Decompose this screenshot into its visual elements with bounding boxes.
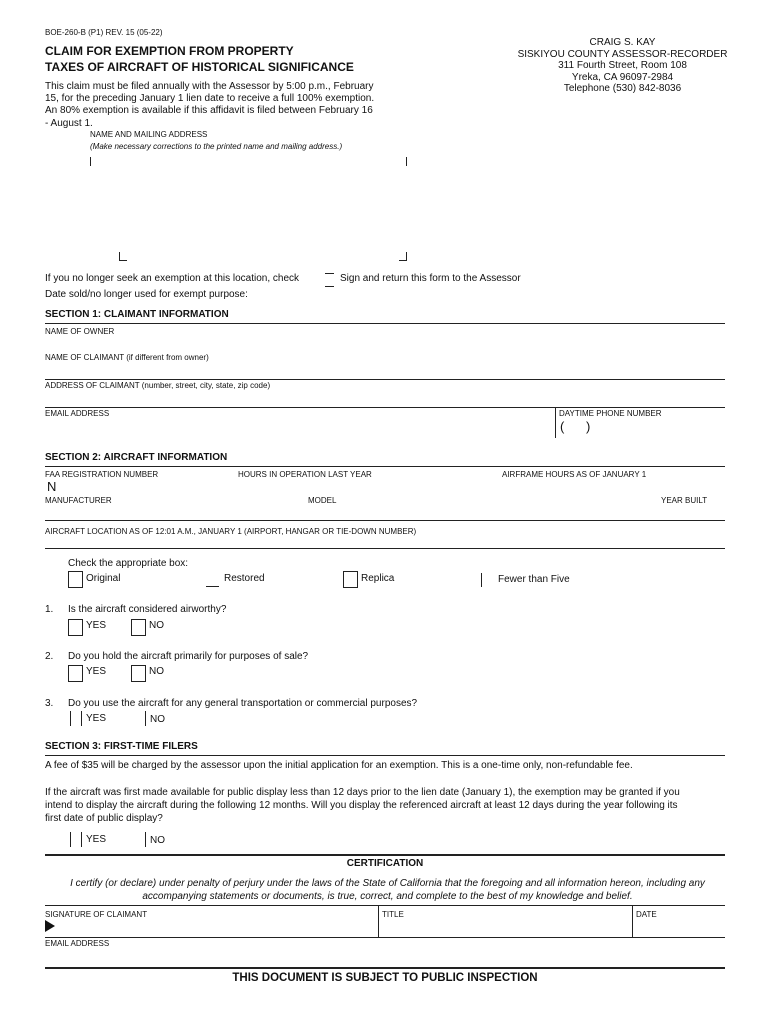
assessor-block — [510, 37, 735, 95]
assessor-street: 311 Fourth Street, Room 108 — [558, 60, 687, 71]
question-number: 1. — [45, 604, 54, 615]
q2-no-checkbox[interactable] — [131, 665, 146, 682]
assessor-phone: Telephone (530) 842-8036 — [563, 83, 682, 94]
claimant-field[interactable] — [45, 364, 725, 380]
q3-yes-checkbox-edge — [81, 711, 82, 726]
cert-title-label: TITLE — [382, 910, 404, 919]
form-id: BOE-260-B (P1) REV. 15 (05-22) — [45, 28, 163, 37]
divider — [45, 905, 725, 906]
fewer-than-five-label: Fewer than Five — [498, 574, 570, 585]
section3-heading: SECTION 3: FIRST-TIME FILERS — [45, 741, 198, 752]
faa-field[interactable] — [58, 480, 228, 492]
divider — [45, 323, 725, 324]
email-label: EMAIL ADDRESS — [45, 409, 110, 418]
address-window-corner — [406, 157, 407, 166]
section1-heading: SECTION 1: CLAIMANT INFORMATION — [45, 309, 229, 320]
phone-label: DAYTIME PHONE NUMBER — [559, 409, 662, 418]
form-title-line1: CLAIM FOR EXEMPTION FROM PROPERTY — [45, 44, 294, 58]
s3-yes-checkbox-edge — [81, 832, 82, 847]
q3-no-label: NO — [150, 714, 165, 725]
q2-yes-label: YES — [86, 666, 107, 677]
sign-here-arrow-icon — [45, 920, 55, 932]
no-longer-instruction: Sign and return this form to the Assessor — [340, 273, 521, 284]
signature-label: SIGNATURE OF CLAIMANT — [45, 910, 148, 919]
display-question — [45, 786, 735, 825]
q1-yes-checkbox[interactable] — [68, 619, 83, 636]
divider — [45, 854, 725, 856]
q3-no-checkbox[interactable] — [145, 711, 146, 726]
faa-prefix: N — [47, 479, 57, 494]
owner-label: NAME OF OWNER — [45, 327, 115, 336]
replica-checkbox[interactable] — [343, 571, 358, 588]
mailing-address-area[interactable] — [92, 166, 404, 252]
assessor-name: CRAIG S. KAY — [589, 37, 656, 48]
airframe-field[interactable] — [502, 480, 722, 492]
email-field[interactable] — [45, 420, 555, 434]
model-label: MODEL — [308, 496, 337, 505]
q2-no-label: NO — [149, 666, 164, 677]
intro-line: - August 1. — [45, 117, 93, 129]
cert-email-field[interactable] — [45, 950, 725, 964]
cert-email-label: EMAIL ADDRESS — [45, 939, 110, 948]
airframe-label: AIRFRAME HOURS AS OF JANUARY 1 — [502, 470, 647, 479]
q1-no-label: NO — [149, 620, 164, 631]
question-text: Do you hold the aircraft primarily for purposes of sale? — [68, 651, 309, 662]
question-text: Do you use the aircraft for any general transportation or commercial purposes? — [68, 698, 418, 709]
intro-line: 15, for the preceding January 1 lien date to receive a full 100% exemption. — [45, 93, 375, 105]
manufacturer-model-field[interactable] — [45, 506, 725, 521]
date-sold-field[interactable] — [264, 287, 464, 299]
q1-no-checkbox[interactable] — [131, 619, 146, 636]
fewer-than-five-checkbox[interactable] — [481, 573, 482, 587]
intro-line: An 80% exemption is available if this affidavit is filed between February 16 — [45, 105, 373, 117]
divider — [632, 905, 633, 938]
q3-yes-label: YES — [86, 713, 107, 724]
s3-no-label: NO — [150, 835, 165, 846]
public-inspection-notice: THIS DOCUMENT IS SUBJECT TO PUBLIC INSPECTION — [232, 972, 538, 984]
hours-label: HOURS IN OPERATION LAST YEAR — [238, 470, 372, 479]
mailing-note: (Make necessary corrections to the printed name and mailing address.) — [90, 142, 343, 151]
year-built-label: YEAR BUILT — [661, 496, 708, 505]
q1-yes-label: YES — [86, 620, 107, 631]
certification-text — [45, 877, 730, 903]
divider — [45, 466, 725, 467]
display-question-line: If the aircraft was first made available for public display less than 12 days prior to the lien date (January 1), the exemption may be granted if you — [45, 787, 680, 798]
intro-text — [45, 81, 374, 130]
cert-title-field[interactable] — [382, 920, 627, 934]
s3-no-checkbox[interactable] — [145, 832, 146, 847]
section2-heading: SECTION 2: AIRCRAFT INFORMATION — [45, 452, 228, 463]
display-question-line: intend to display the aircraft during the following 12 months. Will you display the referenced aircraft at least 12 days during the year following its — [45, 800, 678, 811]
address-window-corner — [90, 157, 91, 166]
address-window-corner — [399, 252, 407, 261]
owner-field[interactable] — [45, 338, 725, 350]
restored-label: Restored — [224, 573, 265, 584]
certification-heading: CERTIFICATION — [346, 858, 424, 869]
s3-yes-label: YES — [86, 834, 107, 845]
date-sold-label: Date sold/no longer used for exempt purpose: — [45, 289, 248, 300]
manufacturer-label: MANUFACTURER — [45, 496, 112, 505]
original-label: Original — [86, 573, 121, 584]
address-field[interactable] — [45, 392, 725, 408]
assessor-city: Yreka, CA 96097-2984 — [571, 71, 674, 83]
no-longer-checkbox[interactable] — [325, 273, 334, 287]
certification-line: I certify (or declare) under penalty of perjury under the laws of the State of California that the foregoing and all information hereon, including any — [70, 878, 705, 889]
q3-yes-checkbox[interactable] — [70, 711, 71, 726]
replica-label: Replica — [361, 573, 395, 584]
mailing-label: NAME AND MAILING ADDRESS — [90, 130, 208, 139]
s3-yes-checkbox[interactable] — [70, 832, 71, 847]
address-window-corner — [119, 252, 127, 261]
address-label: ADDRESS OF CLAIMANT (number, street, city, state, zip code) — [45, 381, 271, 390]
original-checkbox[interactable] — [68, 571, 83, 588]
cert-date-label: DATE — [636, 910, 657, 919]
divider — [378, 905, 379, 938]
question-number: 3. — [45, 698, 54, 709]
question-number: 2. — [45, 651, 54, 662]
phone-field[interactable]: ( ) — [560, 419, 591, 434]
signature-field[interactable] — [60, 920, 375, 934]
hours-field[interactable] — [238, 480, 488, 492]
check-prompt: Check the appropriate box: — [68, 558, 189, 569]
fee-text: A fee of $35 will be charged by the assessor upon the initial application for an exemption. This is a one-time only, non-refundable fee. — [45, 760, 633, 771]
divider — [555, 408, 556, 438]
faa-label: FAA REGISTRATION NUMBER — [45, 470, 159, 479]
no-longer-text: If you no longer seek an exemption at this location, check — [45, 273, 300, 284]
divider — [45, 755, 725, 756]
location-field[interactable] — [45, 538, 725, 549]
cert-date-field[interactable] — [636, 920, 724, 934]
assessor-office: SISKIYOU COUNTY ASSESSOR-RECORDER — [517, 48, 728, 60]
form-title-line2: TAXES OF AIRCRAFT OF HISTORICAL SIGNIFICANCE — [45, 60, 354, 74]
divider — [45, 967, 725, 969]
display-question-line: first date of public display? — [45, 813, 163, 824]
certification-line: accompanying statements or documents, is true, correct, and complete to the best of my knowledge and belief. — [142, 891, 633, 902]
restored-checkbox[interactable] — [206, 571, 219, 587]
divider — [45, 937, 725, 938]
location-label: AIRCRAFT LOCATION AS OF 12:01 A.M., JANUARY 1 (AIRPORT, HANGAR OR TIE-DOWN NUMBER) — [45, 527, 417, 536]
intro-line: This claim must be filed annually with the Assessor by 5:00 p.m., February — [45, 81, 374, 92]
q2-yes-checkbox[interactable] — [68, 665, 83, 682]
question-text: Is the aircraft considered airworthy? — [68, 604, 227, 615]
claimant-label: NAME OF CLAIMANT (if different from owner) — [45, 353, 209, 362]
